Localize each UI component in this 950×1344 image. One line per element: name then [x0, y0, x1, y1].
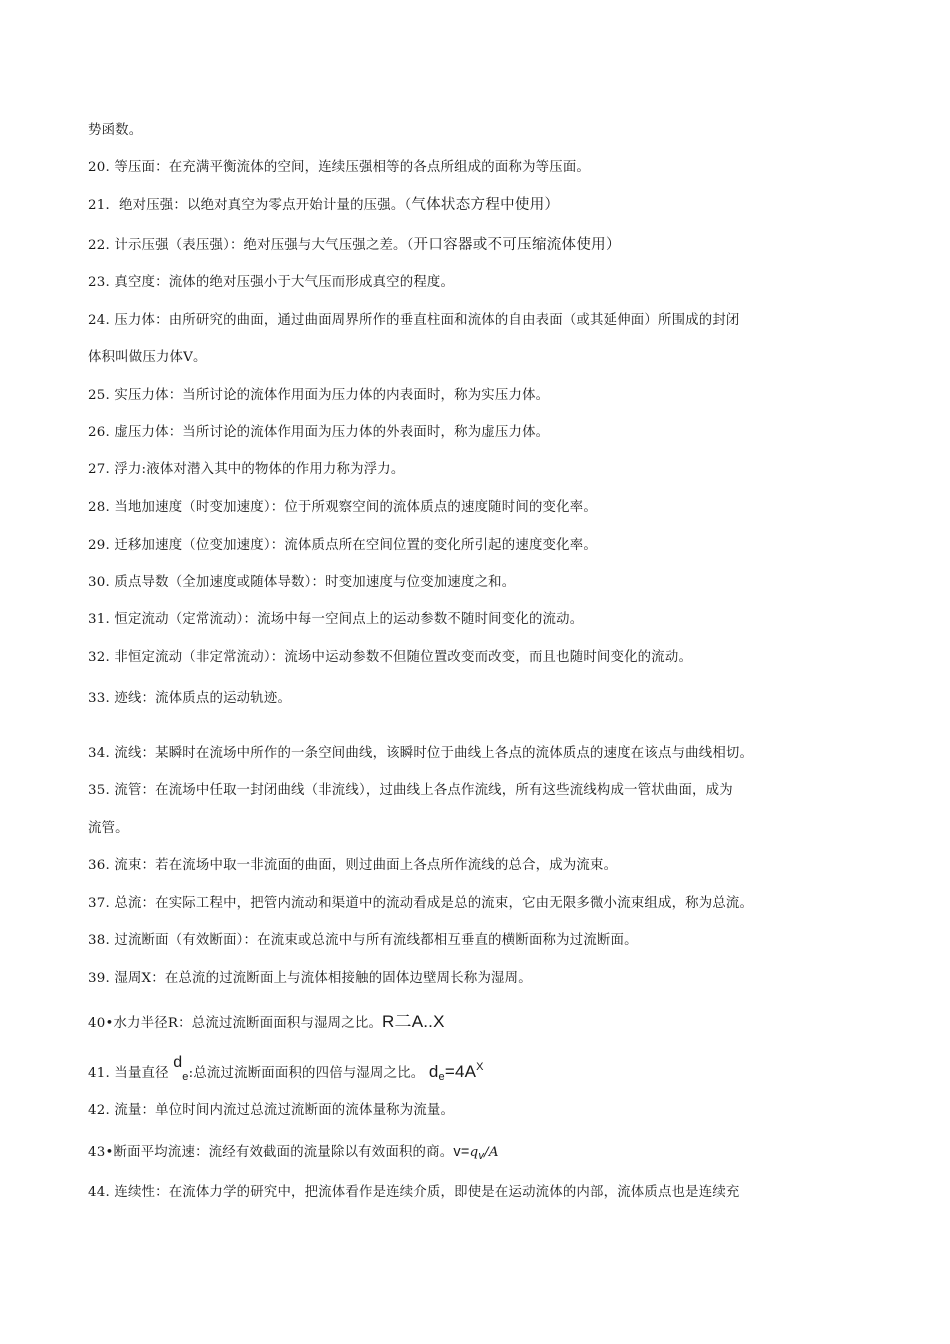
- text-line: 39. 湿周X：在总流的过流断面上与流体相接触的固体边壁周长称为湿周。: [88, 971, 532, 986]
- hydraulic-radius-formula: R二A..X: [382, 1012, 445, 1031]
- text-line: 38. 过流断面（有效断面）：在流束或总流中与所有流线都相互垂直的横断面称为过流断面。: [88, 933, 638, 948]
- text-line: 势函数。: [88, 123, 143, 138]
- text-line: 35. 流管：在流场中任取一封闭曲线（非流线），过曲线上各点作流线，所有这些流线构成一管状曲面，成为: [88, 783, 733, 798]
- text-line-43: 43•断面平均流速：流经有效截面的流量除以有效面积的商。$v=q_v/A$: [88, 1144, 499, 1162]
- text-line: 31. 恒定流动（定常流动）：流场中每一空间点上的运动参数不随时间变化的流动。: [88, 612, 584, 627]
- text-line: 27. 浮力:液体对潜入其中的物体的作用力称为浮力。: [88, 462, 405, 477]
- text-line: 44. 连续性：在流体力学的研究中，把流体看作是连续介质，即使是在运动流体的内部，流体质点也是连续充: [88, 1185, 740, 1200]
- text-line: 24. 压力体：由所研究的曲面，通过曲面周界所作的垂直柱面和流体的自由表面（或其延伸面）所围成的封闭: [88, 313, 740, 328]
- text-line: 34. 流线：某瞬时在流场中所作的一条空间曲线，该瞬时位于曲线上各点的流体质点的速度在该点与曲线相切。: [88, 746, 754, 761]
- text-line: 体积叫做压力体V。: [88, 350, 207, 365]
- text-line-40: 40•水力半径R：总流过流断面面积与湿周之比。R二A..X: [88, 1012, 445, 1031]
- text-line: 29. 迁移加速度（位变加速度）：流体质点所在空间位置的变化所引起的速度变化率。: [88, 538, 597, 553]
- text-line: 30. 质点导数（全加速度或随体导数）：时变加速度与位变加速度之和。: [88, 575, 516, 590]
- text-line: 22. 计示压强（表压强）：绝对压强与大气压强之差。（开口容器或不可压缩流体使用）: [88, 237, 621, 253]
- text-line: 42. 流量：单位时间内流过总流过流断面的流体量称为流量。: [88, 1103, 455, 1118]
- text-line: 37. 总流：在实际工程中，把管内流动和渠道中的流动看成是总的流束，它由无限多微小流束组成，称为总流。: [88, 896, 754, 911]
- text-line: 25. 实压力体：当所讨论的流体作用面为压力体的内表面时，称为实压力体。: [88, 388, 550, 403]
- equivalent-diameter-formula: $d_e=4A^X$: [428, 1061, 484, 1083]
- text-line: 20. 等压面：在充满平衡流体的空间，连续压强相等的各点所组成的面称为等压面。: [88, 160, 591, 175]
- text-line: 32. 非恒定流动（非定常流动）：流场中运动参数不但随位置改变而改变，而且也随时间变化的流动。: [88, 650, 693, 665]
- text-line: 36. 流束：若在流场中取一非流面的曲面，则过曲面上各点所作流线的总合，成为流束。: [88, 858, 618, 873]
- text-line: 23. 真空度：流体的绝对压强小于大气压而形成真空的程度。: [88, 275, 455, 290]
- text-line: 28. 当地加速度（时变加速度）：位于所观察空间的流体质点的速度随时间的变化率。: [88, 500, 597, 515]
- text-line: 26. 虚压力体：当所讨论的流体作用面为压力体的外表面时，称为虚压力体。: [88, 425, 550, 440]
- text-line: 流管。: [88, 821, 129, 836]
- text-line: 21．绝对压强：以绝对真空为零点开始计量的压强。（气体状态方程中使用）: [88, 197, 560, 213]
- text-line: 33. 迹线：流体质点的运动轨迹。: [88, 691, 292, 706]
- mean-velocity-formula: $v=q_v/A$: [453, 1144, 499, 1162]
- text-line-41: 41. 当量直径 $d_e$:总流过流断面面积的四倍与湿周之比。 $d_e=4A^X$: [88, 1054, 484, 1083]
